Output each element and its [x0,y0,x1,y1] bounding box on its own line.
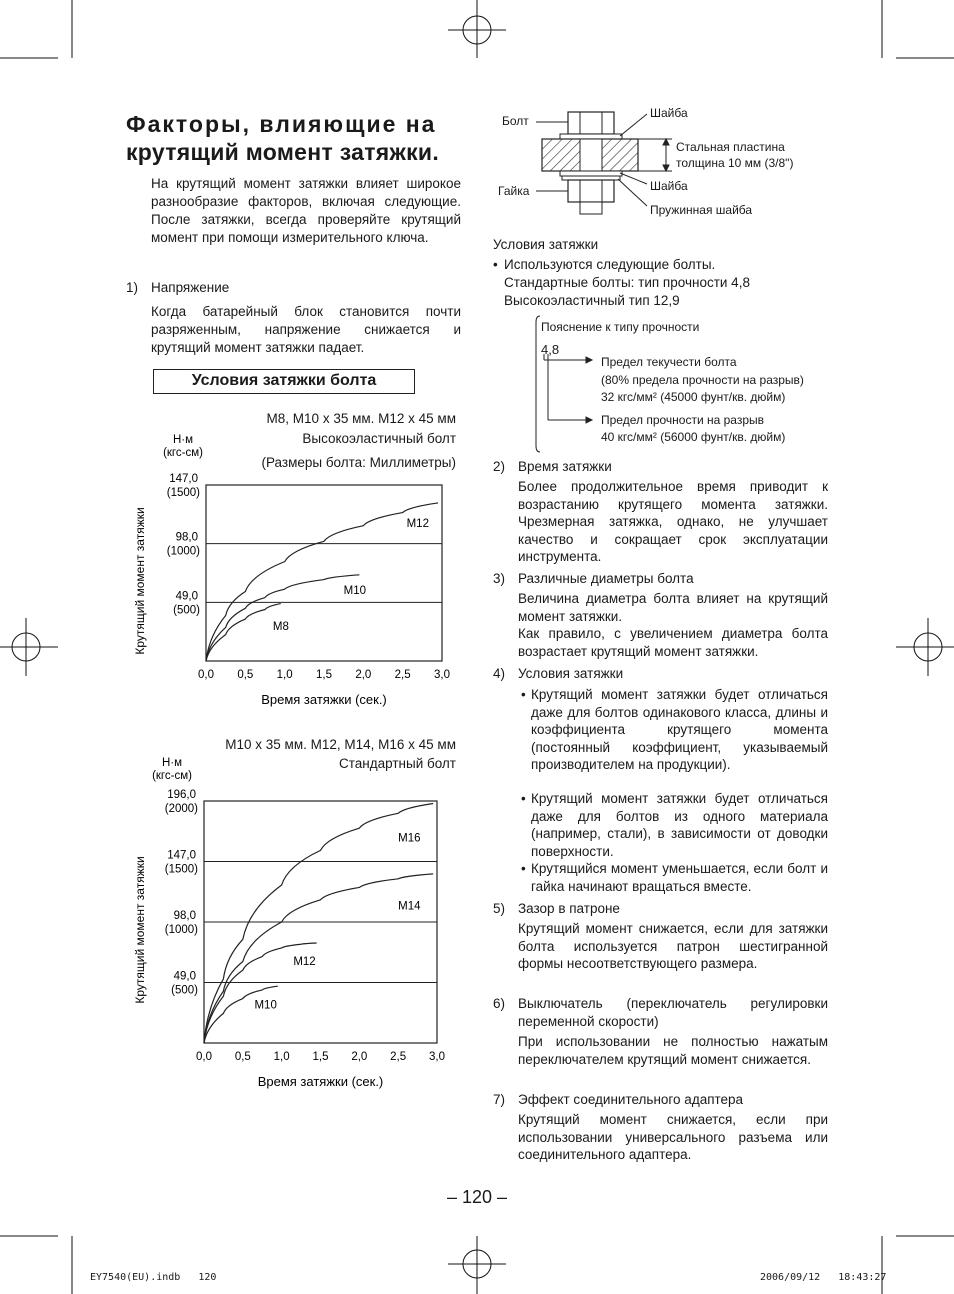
item3-body-2: Как правило, с увеличением диаметра болта возрастает крутящий момент затяжки. [518,626,828,659]
item4-heading: Условия затяжки [518,666,624,681]
spring-washer [562,176,620,180]
item3-number: 3) [493,571,506,586]
washer-top [560,134,622,139]
footer-timestamp: 2006/09/12 18:43:27 [760,1272,887,1283]
explain-yield-1: Предел текучести болта [601,355,737,369]
conditions-line-1: Используются следующие болты. [504,257,716,272]
explain-yield-3: 32 кгс/мм² (45000 фунт/кв. дюйм) [601,390,786,404]
label-plate-2: толщина 10 мм (3/8") [676,156,794,170]
x-tick-label: 1,5 [316,669,332,681]
bolt-head [568,112,614,134]
title-line-1: Факторы, влияющие на [126,111,437,137]
explain-heading: Пояснение к типу прочности [541,320,700,334]
series-label-m10: M10 [343,584,367,597]
title-line-2: крутящий момент затяжки. [126,139,440,165]
y-tick-kgf-label: (1500) [164,863,198,876]
item4-bullet-dot-3: • [521,861,526,876]
explain-yield-2: (80% предела прочности на разрыв) [601,373,804,387]
item4-bullet-3: Крутящийся момент уменьшается, если болт и гайка начинают вращаться вместе. [531,861,828,894]
y-tick-label: 98,0 [175,531,198,544]
y-tick-label: 147,0 [169,473,198,485]
explain-tensile-2: 40 кгс/мм² (56000 фунт/кв. дюйм) [601,430,786,444]
y-tick-kgf-label: (1000) [166,545,200,558]
strength-explanation-lines [530,314,610,454]
x-tick-label: 2,5 [394,669,411,681]
x-tick-label: 0,0 [196,1051,212,1063]
item4-bullet-1: Крутящий момент затяжки будет отличаться даже для болтов одинакового класса, длины и коэффициента крутящего момента (постоянный коэффициент, указываемый производителем на продукции). [531,687,828,772]
bolt-tip [580,202,602,214]
item4-bullet-dot-2: • [521,791,526,806]
label-washer-top: Шайба [650,106,688,120]
intro-paragraph: На крутящий момент затяжки влияет широкое разнообразие факторов, включая следующие. После затяжки, всегда проверяйте крутящий момент при помощи измерительного ключа. [151,176,461,245]
series-label-m10: M10 [254,999,277,1012]
y-unit-kgf: (кгс-см) [152,770,192,782]
chart1-header-line3: (Размеры болта: Миллиметры) [261,455,456,470]
y-tick-kgf-label: (2000) [164,803,198,815]
item2-number: 2) [493,459,506,474]
x-tick-label: 1,5 [312,1051,329,1063]
item3-body: Величина диаметра болта влияет на крутящий момент затяжки. [518,591,828,624]
page-title [126,110,466,166]
label-washer-bottom: Шайба [650,179,688,193]
x-tick-label: 3,0 [429,1051,445,1063]
item1-body: Когда батарейный блок становится почти разряженным, напряжение снижается и крутящий момент затяжки падает. [151,304,461,355]
item1-heading: Напряжение [151,280,230,295]
item7-number: 7) [493,1092,506,1107]
series-label-m14: M14 [398,900,421,913]
y-tick-kgf-label: (500) [173,604,200,617]
y-unit-nm: Н·м [161,757,183,769]
x-tick-label: 2,0 [351,1051,368,1063]
x-tick-label: 0,5 [234,1051,251,1063]
chart1 [126,430,461,710]
series-line-m12 [206,503,438,661]
plot-frame [206,485,442,661]
item6-heading: Выключатель (переключатель регулировки переменной скорости) [518,996,828,1029]
footer-file: EY7540(EU).indb 120 [90,1272,217,1283]
chart1-header-line2: Высокоэластичный болт [302,431,456,446]
chart2-header-line2: Стандартный болт [339,756,456,771]
y-tick-label: 98,0 [173,910,196,922]
y-axis-label: Крутящий момент затяжки [133,507,147,655]
conditions-line-3: Высокоэластичный тип 12,9 [504,293,680,308]
item5-body: Крутящий момент снижается, если для затяжки болта используется патрон шестигранной формы несоответствующего размера. [518,921,828,971]
item6-number: 6) [493,996,506,1011]
series-line-m10 [206,575,359,661]
series-label-m12: M12 [293,956,316,969]
chart2 [126,752,461,1094]
conditions-heading: Условия затяжки [493,237,599,252]
item1-number: 1) [126,280,139,295]
label-bolt: Болт [502,114,529,128]
explain-code: 4,8 [541,342,560,357]
conditions-bullet: • [493,257,498,272]
bolt-conditions-box: Условия затяжки болта [153,369,415,394]
x-axis-label: Время затяжки (сек.) [257,1074,384,1089]
label-plate-1: Стальная пластина [676,140,785,154]
nut [568,180,614,202]
chart1-header-line1: M8, M10 x 35 мм. M12 x 45 мм [266,411,456,426]
label-nut: Гайка [498,184,530,198]
y-tick-kgf-label: (1500) [166,487,200,499]
item6-body: При использовании не полностью нажатым переключателем крутящий момент снижается. [518,1034,828,1067]
y-unit-nm: Н·м [172,434,194,446]
item4-bullet-dot-1: • [521,687,526,702]
series-label-m12: M12 [406,517,429,530]
item4-number: 4) [493,666,506,681]
item7-body: Крутящий момент снижается, если при использовании универсального разъема или соединительного адаптера. [518,1112,828,1162]
x-tick-label: 1,0 [273,1051,290,1063]
x-axis-label: Время затяжки (сек.) [261,692,387,707]
chart2-header-line1: M10 x 35 мм. M12, M14, M16 x 45 мм [225,737,456,752]
x-tick-label: 3,0 [434,669,450,681]
item5-heading: Зазор в патроне [518,901,620,916]
y-unit-kgf: (кгс-см) [163,447,203,459]
series-line-m14 [204,874,433,1043]
item4-bullet-2: Крутящий момент затяжки будет отличаться даже для болтов из одного материала (например, стали), в зависимости от доводки поверхности. [531,791,828,859]
item3-heading: Различные диаметры болта [518,571,694,586]
y-tick-kgf-label: (500) [171,984,198,997]
explain-tensile-1: Предел прочности на разрыв [601,413,765,427]
x-tick-label: 0,5 [237,669,254,681]
item7-heading: Эффект соединительного адаптера [518,1092,744,1107]
item2-body: Более продолжительное время приводит к возрастанию крутящего момента затяжки. Чрезмерная затяжка, однако, не улучшает качество и сокращает срок эксплуатации инструмента. [518,479,828,564]
x-tick-label: 0,0 [198,669,214,681]
item5-number: 5) [493,901,506,916]
x-tick-label: 1,0 [276,669,293,681]
series-label-m16: M16 [398,832,421,845]
conditions-line-2: Стандартные болты: тип прочности 4,8 [504,275,750,290]
series-line-m8 [206,604,281,661]
page-number: – 120 – [446,1187,508,1207]
y-tick-label: 147,0 [167,849,196,862]
y-tick-kgf-label: (1000) [164,924,198,936]
y-tick-label: 49,0 [173,970,196,983]
x-tick-label: 2,5 [390,1051,407,1063]
y-tick-label: 49,0 [175,590,198,603]
y-axis-label: Крутящий момент затяжки [133,856,147,1004]
washer-bottom [560,171,622,176]
x-tick-label: 2,0 [355,669,372,681]
y-tick-label: 196,0 [167,789,196,801]
series-label-m8: M8 [272,620,289,633]
label-spring-washer: Пружинная шайба [650,203,753,217]
item2-heading: Время затяжки [518,459,612,474]
